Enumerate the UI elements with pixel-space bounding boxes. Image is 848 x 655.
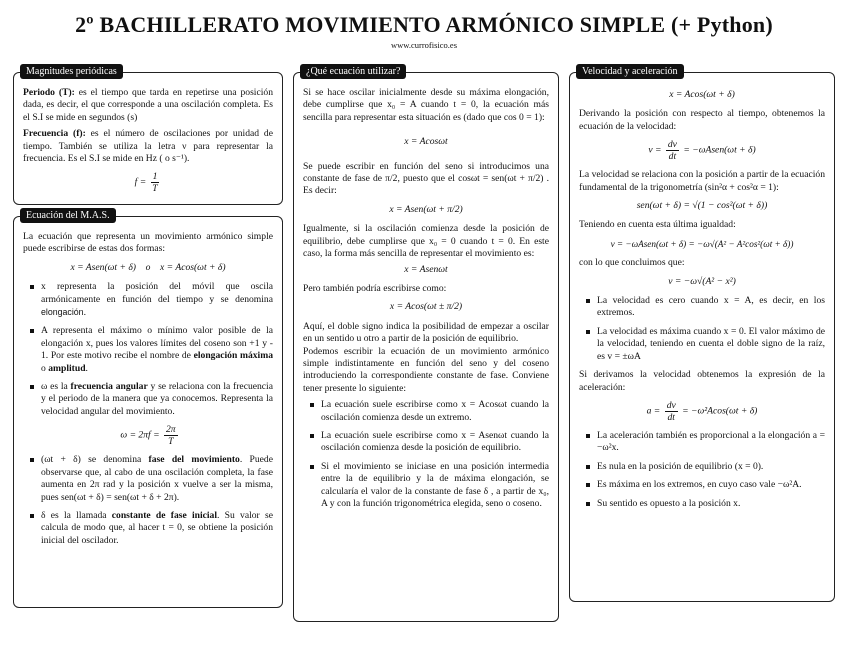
que-p4: Pero también podría escribirse como:	[303, 282, 447, 294]
que-eq3: x = Asenωt	[404, 264, 448, 276]
site-url: www.currofisico.es	[390, 40, 457, 50]
omega-equation	[27, 424, 273, 447]
list-item: La velocidad es máxima cuando x = 0. El valor máximo de la velocidad, teniendo en cuenta el doble signo de la raíz, es v = ±ωA	[597, 325, 825, 362]
velocidad-title: Velocidad y aceleración	[576, 64, 684, 79]
list-item: Si el movimiento se iniciase en una posición intermedia entre la de equilibrio y la de máxima elongación, se calcularía el valor de la constante de fase δ , a partir de x₀, A y con la función trigonométrica elegida, seno o coseno.	[321, 460, 549, 509]
list-item: Es nula en la posición de equilibrio (x = 0).	[597, 461, 825, 473]
que-ecuacion-box	[293, 66, 559, 622]
list-item: La aceleración también es proporcional a la elongación a = −ω²x.	[597, 429, 825, 454]
acc-fraction: $\frac{dv}{dt}$	[666, 399, 676, 423]
acc-list	[579, 430, 825, 510]
velocidad-box	[569, 66, 835, 602]
frequency-equation	[23, 171, 273, 194]
frecuencia-term: Frecuencia (f):	[23, 128, 86, 140]
list-item: La velocidad es cero cuando x = A, es decir, en los extremos.	[597, 295, 825, 319]
periodo-text: es el tiempo que tarda en repetirse una posición dada, es decir, el que corresponde a una oscilación completa. Es el S.I se mide en segundos (s)	[23, 87, 273, 123]
periodo-term: Periodo (T):	[23, 87, 75, 98]
frequency-fraction	[151, 171, 160, 194]
page-title: 2º BACHILLERATO MOVIMIENTO ARMÓNICO SIMPLE (+ Python)	[75, 12, 773, 37]
vel-eq-v3: v = −ω√(A² − x²)	[668, 275, 736, 287]
ecuacion-list	[23, 281, 273, 547]
elongacion-term: elongación	[41, 307, 84, 318]
elongacion-maxima-term: elongación máxima	[193, 350, 273, 362]
ecuacion-title: Ecuación del M.A.S.	[20, 208, 116, 223]
vel-fraction: $\frac{dv}{dt}$	[667, 139, 677, 163]
ecuacion-forms: x = Asen(ωt + δ) o x = Acos(ωt + δ)	[70, 261, 226, 273]
vel-p5: Si derivamos la velocidad obtenemos la expresión de la aceleración:	[579, 369, 825, 393]
que-eq4: x = Acos(ωt ± π/2)	[389, 301, 463, 313]
list-item: Su sentido es opuesto a la posición x.	[597, 498, 825, 510]
omega-num: 2π	[165, 424, 176, 436]
frecuencia-text: es el número de oscilaciones por unidad de tiempo. También se utiliza la letra ν para representar la frecuencia. Es el S.I se mide en Hz ( o s⁻¹).	[23, 128, 273, 165]
acc-equation: a = $\frac{dv}{dt}$ = −ω²Acos(ωt + δ)	[646, 399, 758, 423]
omega-fraction	[164, 424, 178, 447]
vel-eq-x: x = Acos(ωt + δ)	[669, 89, 735, 100]
constante-fase-term: constante de fase inicial	[111, 509, 218, 521]
que-p6: Podemos escribir la ecuación de un movimiento armónico simple indistintamente en función del seno y del coseno introduciendo la correspondiente constante de fase. Conviene tener presente lo siguiente:	[303, 345, 549, 394]
que-p3: Igualmente, si la oscilación comienza desde la posición de equilibrio, debe cumplirse que x₀ = 0 cuando t = 0. En este caso, la forma más sencilla de representar el movimiento es:	[303, 223, 549, 260]
ecuacion-box	[13, 210, 283, 608]
que-list	[303, 399, 549, 510]
magnitudes-box	[13, 66, 283, 205]
vel-list	[579, 295, 825, 363]
frequency-eq-lhs: f =	[134, 177, 147, 189]
list-item: La ecuación suele escribirse como x = Acosωt cuando la oscilación comienza desde un extremo.	[321, 399, 549, 423]
que-ecuacion-title: ¿Qué ecuación utilizar?	[300, 64, 406, 79]
frequency-den: T	[152, 183, 158, 195]
que-p5: Aquí, el doble signo indica la posibilidad de empezar a oscilar en un sentido u otro a partir de la posición de equilibrio.	[303, 320, 549, 345]
ecuacion-intro: La ecuación que representa un movimiento armónico simple puede escribirse de estas dos formas:	[23, 231, 273, 255]
list-item: ω es la frecuencia angular y se relaciona con la frecuencia y el periodo de la manera que ya conocemos. Representa la velocidad angular del movimiento. ω = 2πf = $\frac{2\pi}{T}$	[41, 381, 273, 447]
vel-p4: con lo que concluimos que:	[579, 257, 685, 269]
que-eq2: x = Asen(ωt + π/2)	[389, 203, 463, 215]
list-item: Es máxima en los extremos, en cuyo caso vale −ω²A.	[597, 479, 825, 491]
que-eq1: x = Acosωt	[404, 136, 448, 148]
vel-p3: Teniendo en cuenta esta última igualdad:	[579, 219, 736, 231]
frequency-num: 1	[152, 171, 158, 183]
que-p1: Si se hace oscilar inicialmente desde su máxima elongación, debe cumplirse que x₀ = A cuando t = 0, la ecuación más sencilla para representar esta situación es (dado que cos 0 = 1):	[303, 87, 549, 123]
omega-den: T	[168, 436, 174, 448]
magnitudes-title: Magnitudes periódicas	[20, 64, 123, 79]
vel-p1: Derivando la posición con respecto al tiempo, obtenemos la ecuación de la velocidad:	[579, 108, 825, 132]
vel-p2: La velocidad se relaciona con la posición a partir de la ecuación fundamental de la trigonometría (sin²α + cos²α = 1):	[579, 169, 825, 193]
periodo-paragraph	[23, 87, 273, 124]
omega-eq-lhs: ω = 2πf =	[120, 429, 160, 441]
vel-eq-v: v = $\frac{dv}{dt}$ = −ωAsen(ωt + δ)	[648, 139, 756, 163]
fase-term: fase del movimiento	[148, 454, 240, 466]
list-item: La ecuación suele escribirse como x = Asenωt cuando la oscilación comienza desde la posición de equilibrio.	[321, 429, 549, 454]
list-item: A representa el máximo o mínimo valor posible de la elongación x, pues los valores límites del coseno son +1 y - 1. Por este motivo recibe el nombre de elongación máxima o amplitud.	[41, 325, 273, 374]
list-item: x representa la posición del móvil que oscila armónicamente en función del tiempo y se denomina elongación.	[41, 281, 273, 319]
frecuencia-paragraph	[23, 128, 273, 165]
amplitud-term: amplitud	[48, 362, 86, 374]
vel-eq-sen: sen(ωt + δ) = √(1 − cos²(ωt + δ))	[636, 200, 768, 212]
que-p2: Se puede escribir en función del seno si introducimos una constante de fase de π/2, puesto que el cosωt = sen(ωt + π/2) . Es decir:	[303, 160, 549, 197]
frecuencia-angular-term: frecuencia angular	[70, 381, 148, 393]
vel-eq-v2: v = −ωAsen(ωt + δ) = −ω√(A² − A²cos²(ωt + δ))	[610, 238, 794, 249]
list-item: (ωt + δ) se denomina fase del movimiento. Puede observarse que, al cabo de una oscilación completa, la fase aumenta en 2π rad y la posición x vuelve a ser la misma, pues sen(ωt + δ) = sen(ωt + δ + 2π).	[41, 454, 273, 503]
list-item: δ es la llamada constante de fase inicial. Su valor se calcula de modo que, al hacer t = 0, se obtiene la posición inicial del oscilador.	[41, 509, 273, 546]
